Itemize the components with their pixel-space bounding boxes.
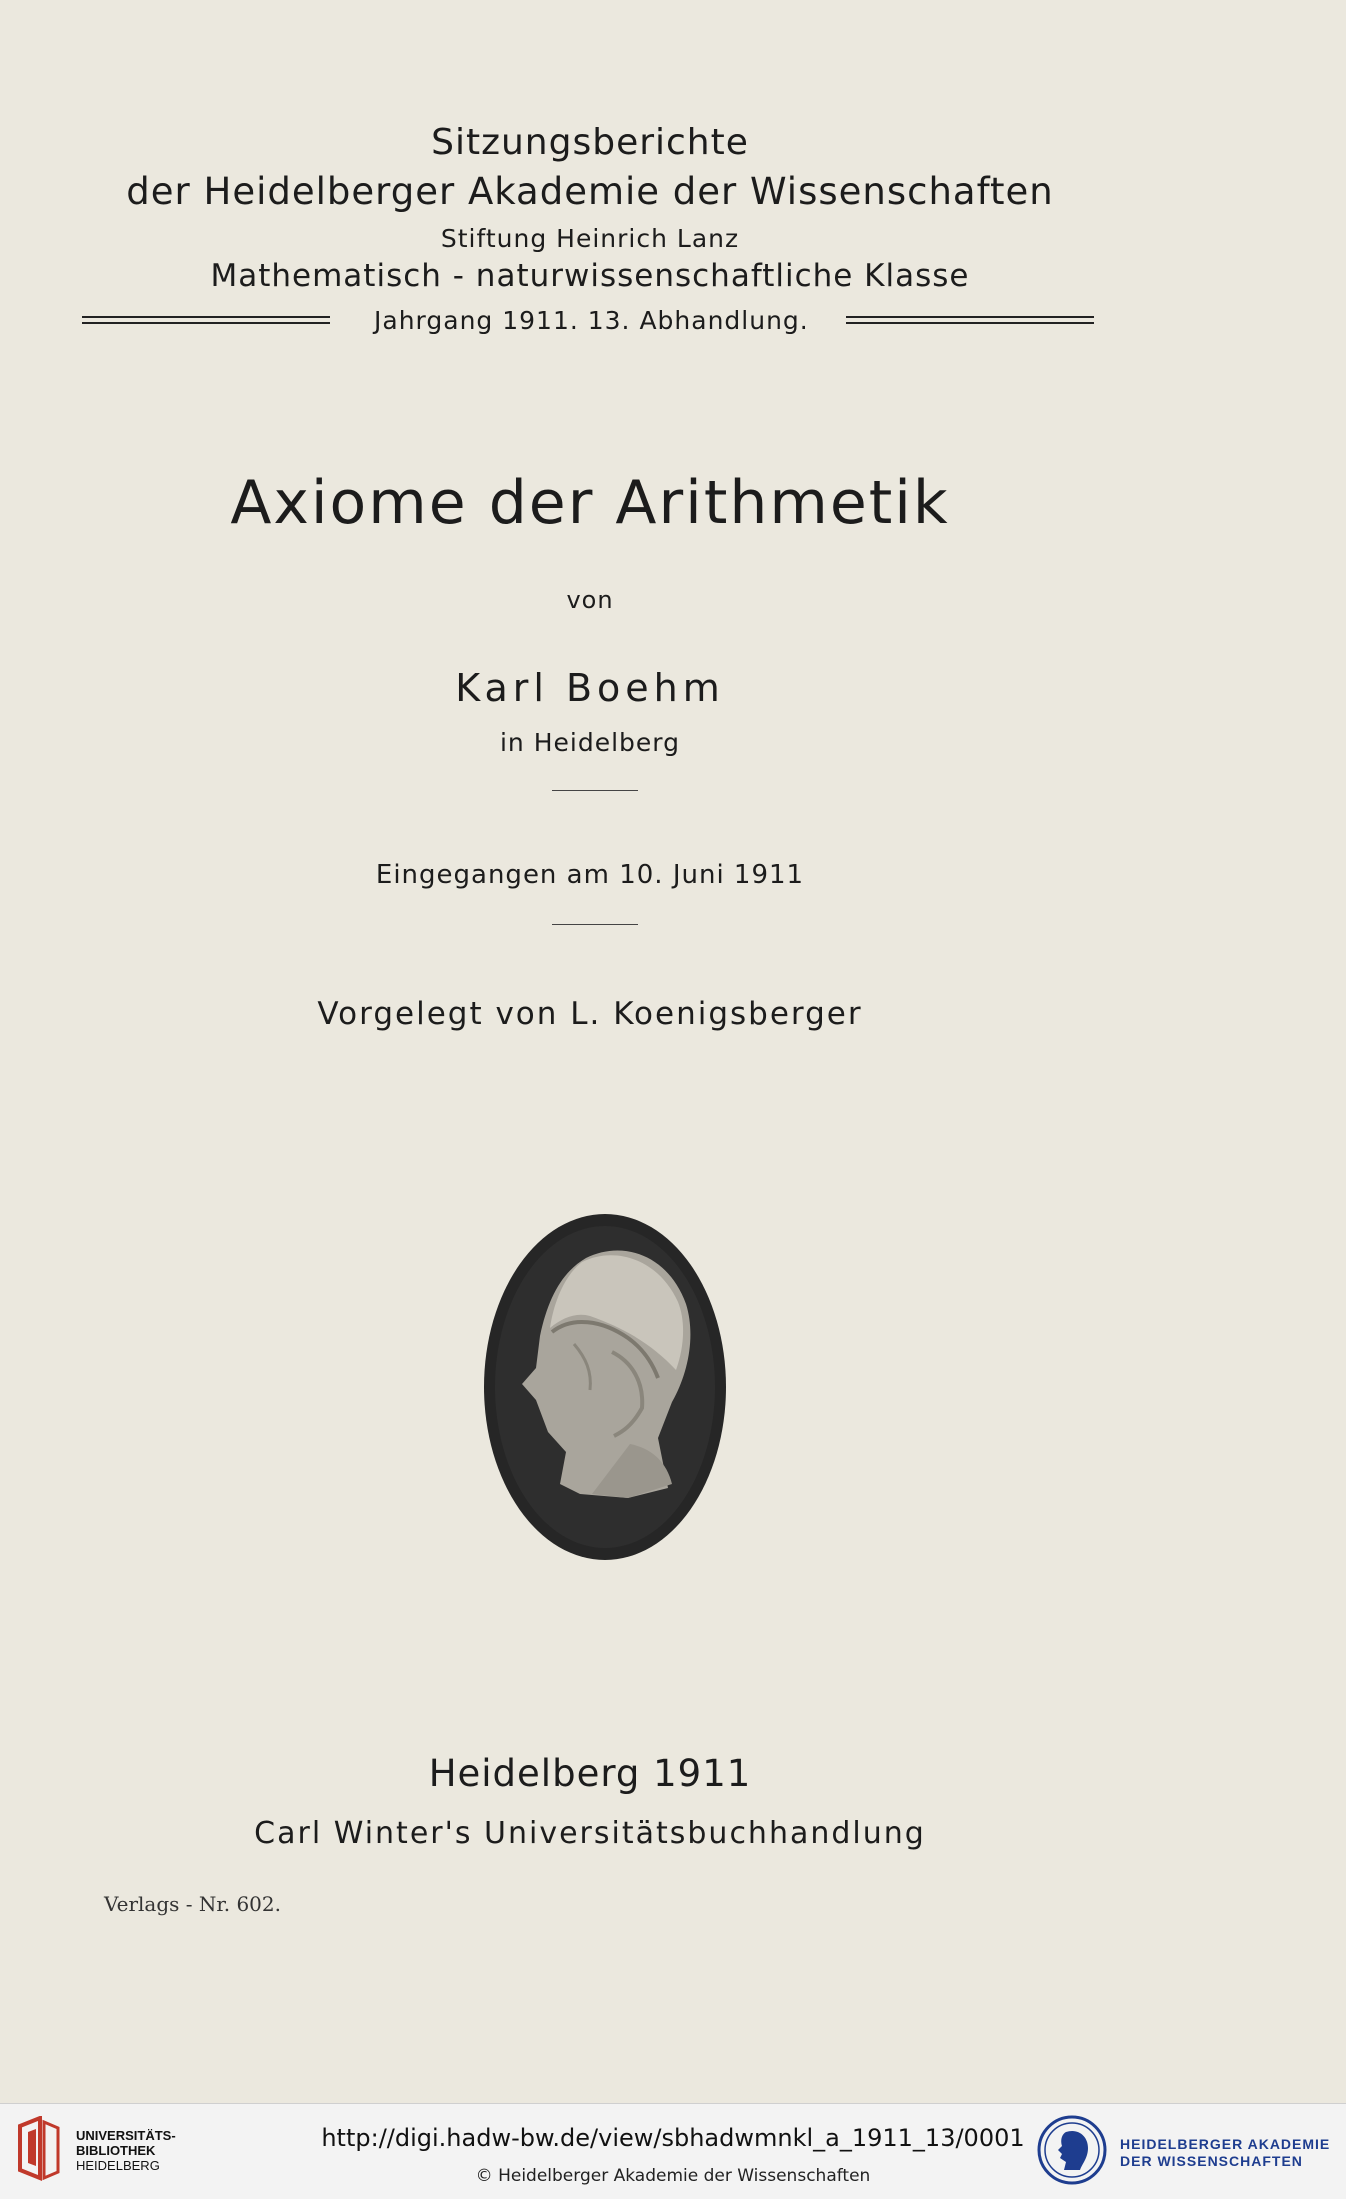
received-date: Eingegangen am 10. Juni 1911 — [375, 860, 805, 890]
volume-line — [82, 306, 1094, 338]
presented-by: Vorgelegt von L. Koenigsberger — [317, 996, 863, 1032]
main-title: Axiome der Arithmetik — [230, 468, 950, 538]
series-foundation: Stiftung Heinrich Lanz — [440, 224, 740, 253]
academy-name[interactable] — [1120, 2136, 1330, 2170]
series-title: Sitzungsberichte — [431, 122, 749, 163]
volume-number: Jahrgang 1911. 13. Abhandlung. — [374, 306, 809, 335]
series-academy: der Heidelberger Akademie der Wissenschaften — [126, 170, 1054, 213]
viewer-footer — [0, 2103, 1346, 2199]
author-name: Karl Boehm — [455, 666, 725, 710]
series-class: Mathematisch - naturwissenschaftliche Klasse — [210, 258, 970, 294]
by-label: von — [566, 586, 614, 614]
copyright-notice: © Heidelberger Akademie der Wissenschaften — [475, 2166, 871, 2186]
publisher: Carl Winter's Universitätsbuchhandlung — [254, 1816, 926, 1851]
double-rule-left — [82, 316, 330, 324]
author-location: in Heidelberg — [499, 728, 681, 757]
divider — [552, 924, 638, 925]
double-rule-right — [846, 316, 1094, 324]
publication-place-year: Heidelberg 1911 — [428, 1752, 752, 1795]
publisher-number: Verlags - Nr. 602. — [104, 1892, 281, 1916]
athena-cameo-icon — [482, 1212, 728, 1562]
academy-seal-icon[interactable] — [1036, 2114, 1108, 2186]
library-name-line: BIBLIOTHEK — [76, 2143, 156, 2158]
library-name-line: UNIVERSITÄTS- — [76, 2128, 176, 2143]
academy-name-line: DER WISSENSCHAFTEN — [1120, 2153, 1303, 2169]
divider — [552, 790, 638, 791]
library-name-line: HEIDELBERG — [76, 2158, 160, 2173]
academy-name-line: HEIDELBERGER AKADEMIE — [1120, 2136, 1331, 2152]
permalink-url[interactable]: http://digi.hadw-bw.de/view/sbhadwmnkl_a_1911_13/0001 — [321, 2124, 1025, 2152]
